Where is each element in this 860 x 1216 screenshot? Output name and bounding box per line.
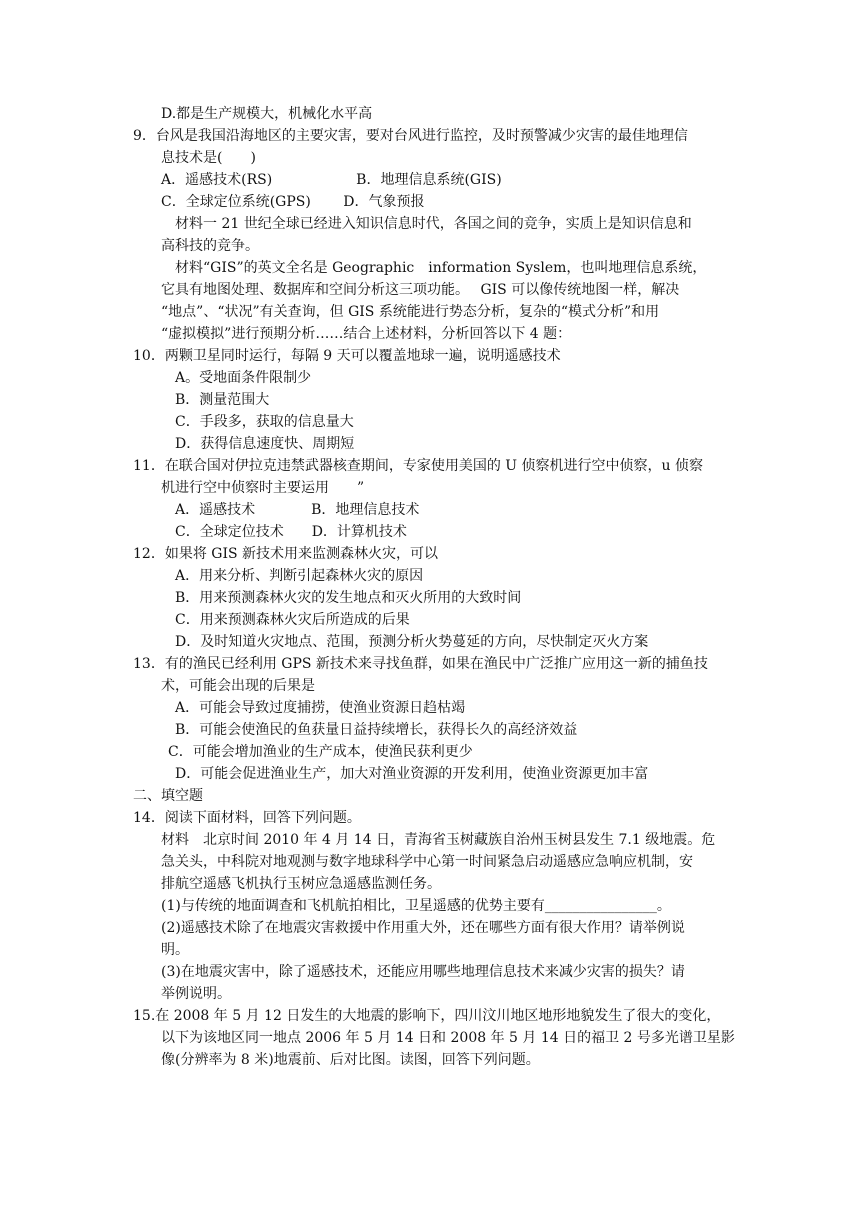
q12-stem: 12．如果将 GIS 新技术用来监测森林火灾，可以 <box>133 546 439 562</box>
q9-options-cd: C．全球定位系统(GPS) D．气象预报 <box>161 194 425 210</box>
q14-sub-2-cont: 明。 <box>161 942 189 958</box>
q12-option-a: A．用来分析、判断引起森林火灾的原因 <box>175 568 424 584</box>
q12-option-c: C．用来预测森林火灾后所造成的后果 <box>175 612 410 628</box>
q11-options-cd: C．全球定位技术 D．计算机技术 <box>175 524 407 540</box>
q13-stem: 13．有的渔民已经利用 GPS 新技术来寻找鱼群，如果在渔民中广泛推广应用这一新的捕鱼技 <box>133 656 708 672</box>
q14-sub-3-cont: 举例说明。 <box>161 986 231 1002</box>
material-gis-cont-2: “地点”、“状况”有关查询，但 GIS 系统能进行势态分析，复杂的“模式分析”和用 <box>161 304 660 320</box>
material-one: 材料一 21 世纪全球已经进入知识信息时代，各国之间的竞争，实质上是知识信息和 <box>175 216 692 232</box>
q11-stem: 11．在联合国对伊拉克违禁武器核查期间，专家使用美国的 U 侦察机进行空中侦察，u 侦察 <box>133 458 703 474</box>
q10-option-a: A。受地面条件限制少 <box>175 370 312 386</box>
q13-option-b: B．可能会使渔民的鱼获量日益持续增长，获得长久的高经济效益 <box>175 722 578 738</box>
q10-option-c: C．手段多，获取的信息量大 <box>175 414 354 430</box>
q13-option-c: C．可能会增加渔业的生产成本，使渔民获利更少 <box>168 744 473 760</box>
q13-stem-cont: 术，可能会出现的后果是 <box>161 678 315 694</box>
q10-option-b: B．测量范围大 <box>175 392 270 408</box>
section-heading: 二、填空题 <box>133 788 203 804</box>
q9-options-ab: A．遥感技术(RS) B．地理信息系统(GIS) <box>161 172 502 188</box>
q10-stem: 10．两颗卫星同时运行，每隔 9 天可以覆盖地球一遍，说明遥感技术 <box>133 348 561 364</box>
q9-stem-cont: 息技术是( ) <box>161 150 256 166</box>
q11-options-ab: A．遥感技术 B．地理信息技术 <box>175 502 420 518</box>
material-one-cont: 高科技的竞争。 <box>161 238 259 254</box>
material-gis: 材料“GIS”的英文全名是 Geographic information Syslem，也叫地理信息系统， <box>175 260 707 276</box>
q12-option-d: D．及时知道火灾地点、范围，预测分析火势蔓延的方向，尽快制定灭火方案 <box>175 634 649 650</box>
q14-sub-3: (3)在地震灾害中，除了遥感技术，还能应用哪些地理信息技术来减少灾害的损失？请 <box>161 964 685 980</box>
q14-stem: 14．阅读下面材料，回答下列问题。 <box>133 810 361 826</box>
material-gis-cont-1: 它具有地图处理、数据库和空间分析这三项功能。 GIS 可以像传统地图一样，解决 <box>161 282 680 298</box>
material-gis-cont-3: “虚拟模拟”进行预期分析……结合上述材料，分析回答以下 4 题： <box>161 326 572 342</box>
q14-sub-2: (2)遥感技术除了在地震灾害救援中作用重大外，还在哪些方面有很大作用？请举例说 <box>161 920 685 936</box>
q12-option-b: B．用来预测森林火灾的发生地点和灭火所用的大致时间 <box>175 590 522 606</box>
q8-option-d: D.都是生产规模大，机械化水平高 <box>161 106 373 122</box>
q9-stem: 9．台风是我国沿海地区的主要灾害，要对台风进行监控，及时预警减少灾害的最佳地理信 <box>133 128 688 144</box>
q15-stem-cont-2: 像(分辨率为 8 米)地震前、后对比图。读图，回答下列问题。 <box>161 1052 540 1068</box>
q10-option-d: D．获得信息速度快、周期短 <box>175 436 355 452</box>
q14-material: 材料 北京时间 2010 年 4 月 14 日，青海省玉树藏族自治州玉树县发生 7.1 级地震。危 <box>161 832 716 848</box>
q14-material-cont-1: 急关头，中科院对地观测与数字地球科学中心第一时间紧急启动遥感应急响应机制，安 <box>161 854 693 870</box>
q13-option-a: A．可能会导致过度捕捞，使渔业资源日趋枯竭 <box>175 700 466 716</box>
q13-option-d: D．可能会促进渔业生产，加大对渔业资源的开发利用，使渔业资源更加丰富 <box>175 766 649 782</box>
q14-material-cont-2: 排航空遥感飞机执行玉树应急遥感监测任务。 <box>161 876 441 892</box>
q15-stem: 15.在 2008 年 5 月 12 日发生的大地震的影响下，四川汶川地区地形地貌发生了很大的变化， <box>133 1008 721 1024</box>
q15-stem-cont-1: 以下为该地区同一地点 2006 年 5 月 14 日和 2008 年 5 月 14 日的福卫 2 号多光谱卫星影 <box>161 1030 735 1046</box>
q14-sub-1: (1)与传统的地面调查和飞机航拍相比，卫星遥感的优势主要有________________。 <box>161 898 671 914</box>
q11-stem-cont: 机进行空中侦察时主要运用 ” <box>161 480 365 496</box>
